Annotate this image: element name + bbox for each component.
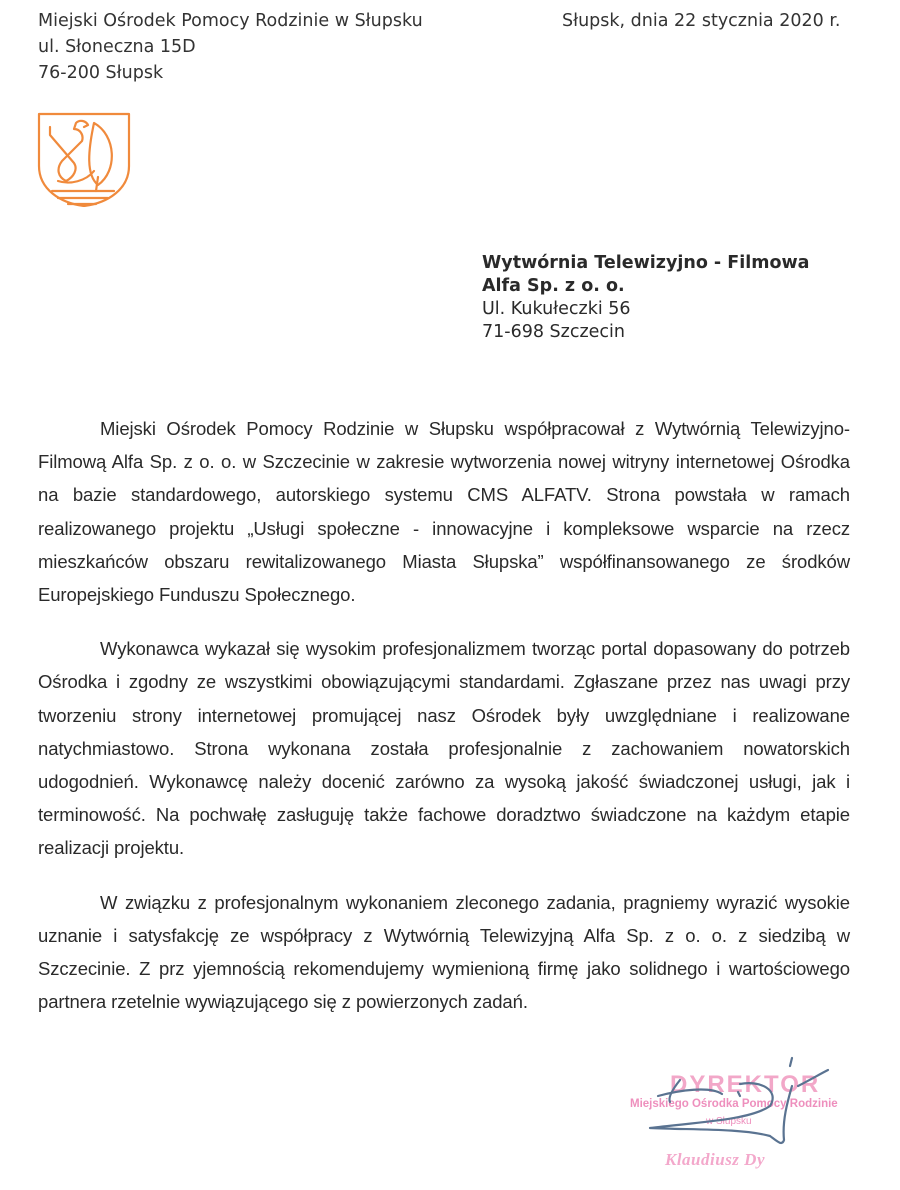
stamp-title: DYREKTOR bbox=[670, 1071, 821, 1098]
recipient-name-line2: Alfa Sp. z o. o. bbox=[482, 276, 625, 296]
recipient-city: 71-698 Szczecin bbox=[482, 322, 625, 342]
sender-street: ul. Słoneczna 15D bbox=[38, 37, 196, 57]
sender-name: Miejski Ośrodek Pomocy Rodzinie w Słupsku bbox=[38, 11, 423, 31]
coat-of-arms-griffin-icon bbox=[36, 111, 132, 207]
paragraph: W związku z profesjonalnym wykonaniem zleconego zadania, pragniemy wyrazić wysokie uznanie i satysfakcję ze współpracy z Wytwórnią Telewizyjną Alfa Sp. z o. o. z siedzibą w Szczecinie. Z prz yjemnością rekomendujemy wymienioną firmę jako solidnego i wartościowego partnera rzetelnie wywiązującego się z powierzonych zadań. bbox=[38, 891, 850, 1013]
letter-body bbox=[38, 412, 850, 1039]
paragraph: Miejski Ośrodek Pomocy Rodzinie w Słupsku współpracował z Wytwórnią Telewizyjno-Filmową Alfa Sp. z o. o. w Szczecinie w zakresie wytworzenia nowej witryny internetowej Ośrodka na bazie standardowego, autorskiego systemu CMS ALFATV. Strona powstała w ramach realizowanego projektu „Usługi społeczne - innowacyjne i kompleksowe wsparcie na rzecz mieszkańców obszaru rewitalizowanego Miasta Słupska” współfinansowanego ze środków Europejskiego Funduszu Społecznego. bbox=[38, 418, 850, 606]
stamp-organization: Miejskiego Ośrodka Pomocy Rodzinie bbox=[630, 1098, 838, 1110]
stamp-city: w Słupsku bbox=[706, 1116, 752, 1127]
recipient-address bbox=[482, 252, 809, 344]
signature-icon bbox=[610, 1050, 870, 1190]
stamp-name: Klaudiusz Dy bbox=[665, 1150, 765, 1169]
letter-date: Słupsk, dnia 22 stycznia 2020 r. bbox=[562, 11, 841, 31]
sender-address bbox=[38, 8, 423, 86]
recipient-street: Ul. Kukułeczki 56 bbox=[482, 299, 631, 319]
recipient-name-line1: Wytwórnia Telewizyjno - Filmowa bbox=[482, 253, 810, 273]
sender-city: 76-200 Słupsk bbox=[38, 63, 164, 83]
paragraph: Wykonawca wykazał się wysokim profesjonalizmem tworząc portal dopasowany do potrzeb Ośrodka i zgodny ze wszystkimi obowiązującymi standardami. Zgłaszane przez nas uwagi przy tworzeniu strony internetowej promującej nasz Ośrodek były uwzględniane i realizowane natychmiastowo. Strona wykonana została profesjonalnie z zachowaniem nowatorskich udogodnień. Wykonawcę należy docenić zarówno za wysoką jakość świadczonej usługi, jak i terminowość. Na pochwałę zasługuję także fachowe doradztwo świadczone na każdym etapie realizacji projektu. bbox=[38, 638, 850, 859]
director-stamp-signature bbox=[610, 1050, 870, 1190]
